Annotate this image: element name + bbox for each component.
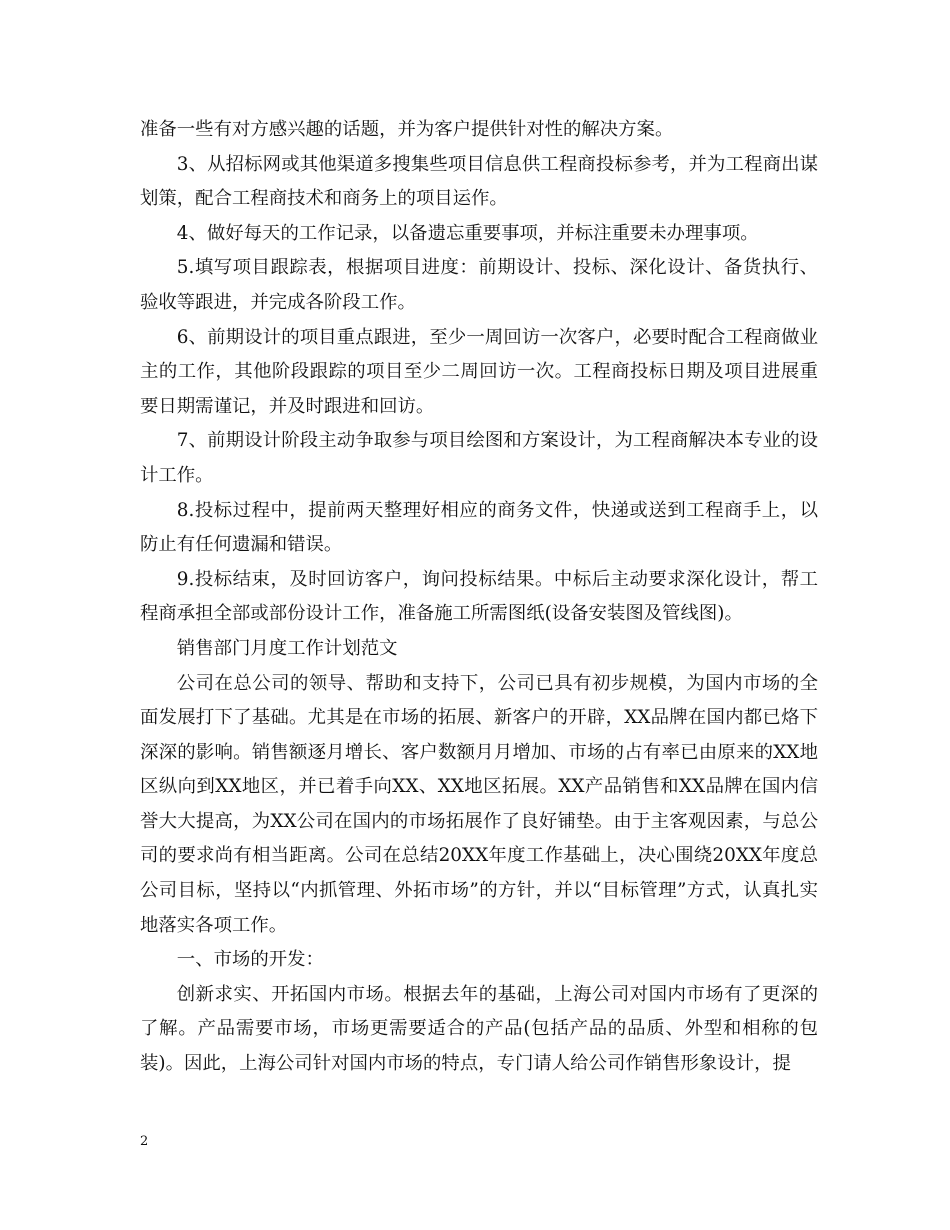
paragraph-item-3: 3、从招标网或其他渠道多搜集些项目信息供工程商投标参考，并为工程商出谋划策，配合工程商技术和商务上的项目运作。 [140, 153, 818, 210]
section-heading-market: 一、市场的开发： [176, 949, 324, 971]
paragraph-item-5: 5.填写项目跟踪表，根据项目进度：前期设计、投标、深化设计、备货执行、验收等跟进，并完成各阶段工作。 [140, 257, 818, 313]
paragraph-continued: 准备一些有对方感兴趣的话题，并为客户提供针对性的解决方案。 [140, 119, 674, 140]
page-number: 2 [140, 1134, 149, 1149]
paragraph-item-7: 7、前期设计阶段主动争取参与项目绘图和方案设计，为工程商解决本专业的设计工作。 [140, 430, 818, 486]
paragraph-item-4: 4、做好每天的工作记录，以备遗忘重要事项，并标注重要未办理事项。 [176, 222, 759, 244]
paragraph-item-6: 6、前期设计的项目重点跟进，至少一周回访一次客户，必要时配合工程商做业主的工作，其他阶段跟踪的项目至少二周回访一次。工程商投标日期及项目进展重要日期需谨记，并及时跟进和回访。 [140, 326, 818, 417]
paragraph-market: 创新求实、开拓国内市场。根据去年的基础，上海公司对国内市场有了更深的了解。产品需要市场，市场更需要适合的产品(包括产品的品质、外型和相称的包装)。因此，上海公司针对国内市场的特点，专门请人给公司作销售形象设计，提 [140, 983, 818, 1075]
paragraph-intro: 公司在总公司的领导、帮助和支持下，公司已具有初步规模，为国内市场的全面发展打下了基础。尤其是在市场的拓展、新客户的开辟，XX品牌在国内都已烙下深深的影响。销售额逐月增长、客户数额月月增加、市场的占有率已由原来的XX地区纵向到XX地区，并已着手向XX、XX地区拓展。XX产品销售和XX品牌在国内信誉大大提高，为XX公司在国内的市场拓展作了良好铺垫。由于主客观因素，与总公司的要求尚有相当距离。公司在总结20XX年度工作基础上，决心围绕20XX年度总公司目标，坚持以“内抓管理、外拓市场”的方针，并以“目标管理”方式，认真扎实地落实各项工作。 [140, 672, 818, 936]
paragraph-item-8: 8.投标过程中，提前两天整理好相应的商务文件，快递或送到工程商手上，以防止有任何遗漏和错误。 [140, 499, 818, 556]
paragraph-item-9: 9.投标结束，及时回访客户，询问投标结果。中标后主动要求深化设计，帮工程商承担全部或部份设计工作，准备施工所需图纸(设备安装图及管线图)。 [140, 568, 818, 625]
section-title: 销售部门月度工作计划范文 [176, 637, 398, 659]
document-body [140, 113, 818, 1082]
